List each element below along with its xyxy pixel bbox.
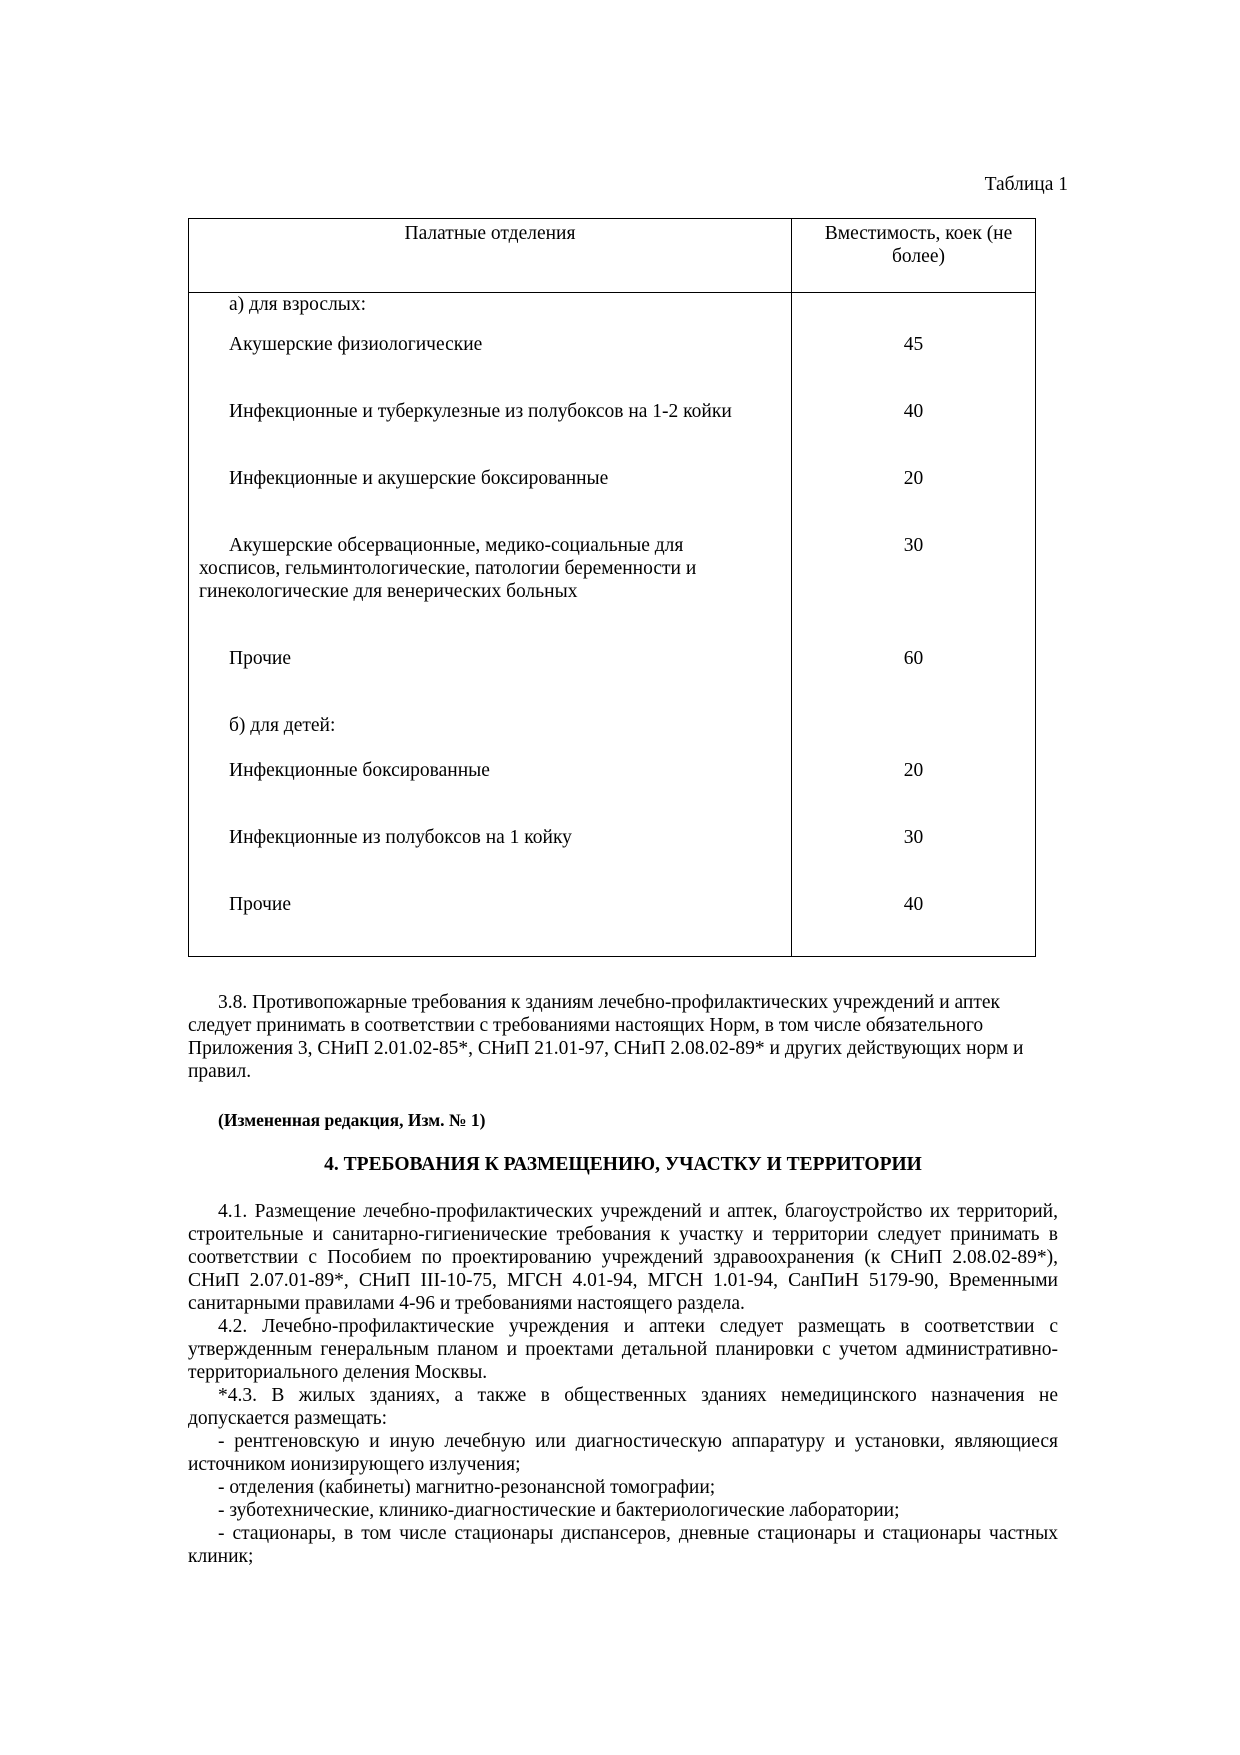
table-row-value: 60 (792, 647, 1036, 714)
table-row-label: Акушерские обсервационные, медико-социальные для хосписов, гельминтологические, патологии беременности и гинекологические для венерических больных (189, 534, 792, 647)
list-item: - рентгеновскую и иную лечебную или диагностическую аппаратуру и установки, являющиеся источником ионизирующего излучения; (188, 1431, 1058, 1475)
table-row-value (792, 714, 1036, 759)
table-row-label: Акушерские физиологические (189, 333, 792, 400)
section-title: 4. ТРЕБОВАНИЯ К РАЗМЕЩЕНИЮ, УЧАСТКУ И ТЕРРИТОРИИ (324, 1154, 922, 1175)
beds-capacity-table (188, 218, 1036, 957)
table-row-label: Инфекционные из полубоксов на 1 койку (189, 826, 792, 893)
paragraph: 4.2. Лечебно-профилактические учреждения и аптеки следует размещать в соответствии с утвержденным генеральным планом и проектами детальной планировки с учетом административно-территориального деления Москвы. (188, 1316, 1058, 1383)
list-item: - стационары, в том числе стационары диспансеров, дневные стационары и стационары частных клиник; (188, 1523, 1058, 1567)
paragraph: 3.8. Противопожарные требования к зданиям лечебно-профилактических учреждений и аптек следует принимать в соответствии с требованиями настоящих Норм, в том числе обязательного Приложения 3, СНиП 2.01.02-85*, СНиП 21.01-97, СНиП 2.08.02-89* и других действующих норм и правил. (188, 992, 1024, 1082)
table-row-label: Инфекционные и туберкулезные из полубоксов на 1-2 койки (189, 400, 792, 467)
table-row-value: 30 (792, 534, 1036, 647)
amendment-note-block (188, 1110, 1058, 1131)
list-item: - зуботехнические, клинико-диагностические и бактериологические лаборатории; (218, 1500, 900, 1521)
document-page (188, 0, 1068, 1755)
table-row-label: Инфекционные и акушерские боксированные (189, 467, 792, 534)
table-row-value: 45 (792, 333, 1036, 400)
header-departments: Палатные отделения (189, 219, 792, 293)
table-row-value: 20 (792, 759, 1036, 826)
section-4-title-block (188, 1153, 1058, 1176)
amendment-note: (Измененная редакция, Изм. № 1) (218, 1110, 486, 1130)
table-row-value (792, 293, 1036, 333)
table-caption: Таблица 1 (984, 174, 1068, 195)
table-row-label: Прочие (189, 647, 792, 714)
section-3-8 (188, 991, 1058, 1083)
section-4-body (188, 1200, 1058, 1568)
table-row-value: 30 (792, 826, 1036, 893)
paragraph: 4.1. Размещение лечебно-профилактических учреждений и аптек, благоустройство их территорий, строительные и санитарно-гигиенические требования к участку и территории следует принимать в соответствии с Пособием по проектированию учреждений здравоохранения (к СНиП 2.08.02-89*), СНиП 2.07.01-89*, СНиП III-10-75, МГСН 4.01-94, МГСН 1.01-94, СанПиН 5179-90, Временными санитарными правилами 4-96 и требованиями настоящего раздела. (188, 1201, 1058, 1314)
table-row-label: Прочие (189, 893, 792, 957)
table-row-label: а) для взрослых: (189, 293, 792, 333)
header-capacity: Вместимость, коек (не более) (792, 219, 1036, 293)
table-row-label: б) для детей: (189, 714, 792, 759)
table-row-value: 20 (792, 467, 1036, 534)
table-row-value: 40 (792, 400, 1036, 467)
table-row-value: 40 (792, 893, 1036, 957)
list-item: - отделения (кабинеты) магнитно-резонансной томографии; (218, 1477, 716, 1498)
table-row-label: Инфекционные боксированные (189, 759, 792, 826)
paragraph: *4.3. В жилых зданиях, а также в общественных зданиях немедицинского назначения не допускается размещать: (188, 1385, 1058, 1429)
